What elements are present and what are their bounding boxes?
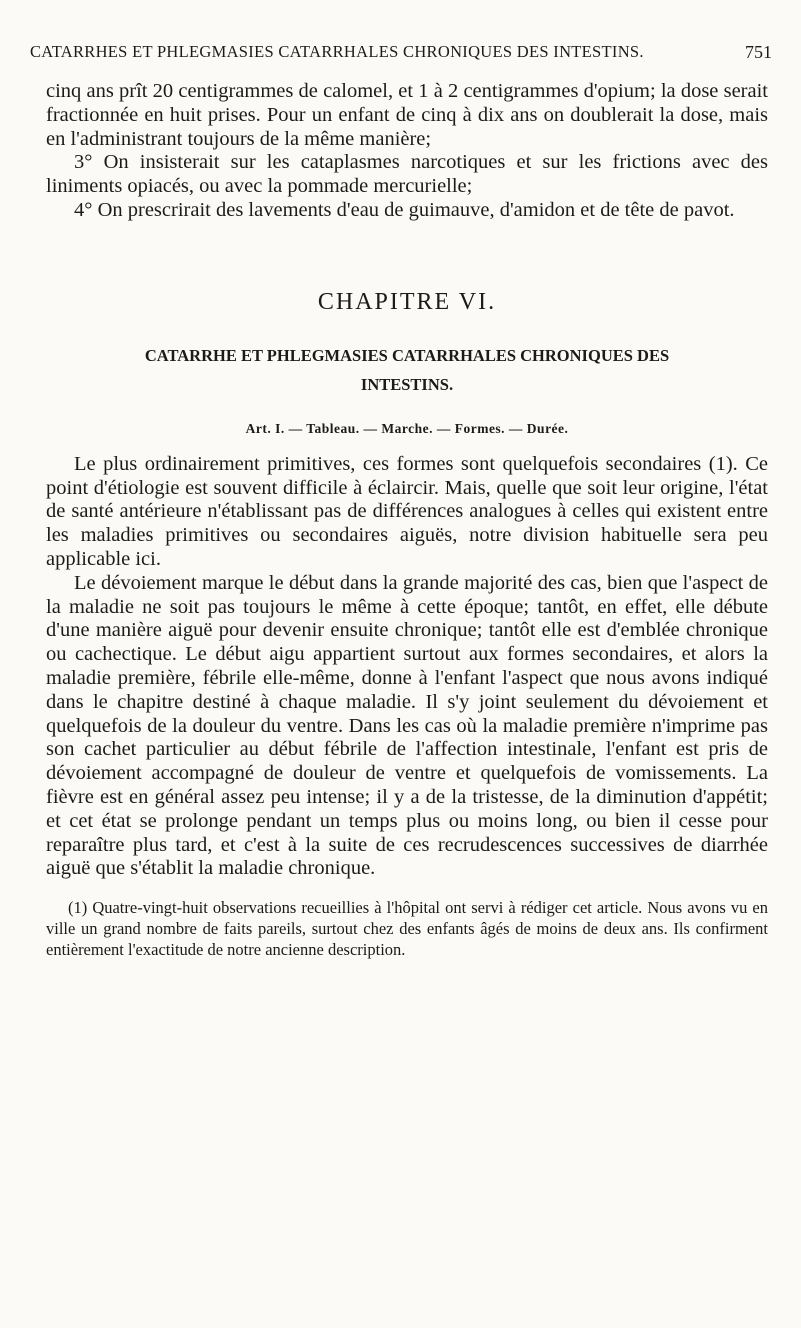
chapter-title: CHAPITRE VI. xyxy=(317,288,497,315)
page-number: 751 xyxy=(745,42,772,62)
footnote xyxy=(46,897,768,960)
chapter-subtitle xyxy=(46,341,768,399)
list-item-3: 3° On insisterait sur les cataplasmes narcotiques et sur les frictions avec des liniments opiacés, ou avec la pommade mercurielle; xyxy=(46,151,768,198)
article-heading: Art. I. — Tableau. — Marche. — Formes. — Durée. xyxy=(245,420,569,436)
running-title: CATARRHES ET PHLEGMASIES CATARRHALES CHRONIQUES DES INTESTINS. xyxy=(30,42,644,61)
paragraph-1: Le plus ordinairement primitives, ces formes sont quelquefois secondaires (1). Ce point d'étiologie est souvent difficile à éclaircir. Mais, quelle que soit leur origine, l'état de santé antérieure n'établissant pas de différences analogues à celles qui existent entre les maladies primitives ou secondaires aiguës, notre division habituelle sera peu applicable ici. xyxy=(46,452,768,570)
list-item-4: 4° On prescrirait des lavements d'eau de guimauve, d'amidon et de tête de pavot. xyxy=(74,198,735,221)
chapter-subtitle-line-2: INTESTINS. xyxy=(360,374,454,394)
carryover-paragraph: cinq ans prît 20 centigrammes de calomel, et 1 à 2 centigrammes d'opium; la dose serait fractionnée en huit prises. Pour un enfant de cinq à dix ans on doublerait la dose, mais en l'administrant toujours de la même manière; xyxy=(46,80,768,150)
body-text xyxy=(46,80,768,960)
running-header xyxy=(30,42,772,68)
footnote-text: (1) Quatre-vingt-huit observations recueillies à l'hôpital ont servi à rédiger cet article. Nous avons vu en ville un grand nombre de faits pareils, surtout chez des enfants âgés de moins de deux ans. Ils confirment entièrement l'exactitude de notre ancienne description. xyxy=(46,898,768,960)
paragraph-2: Le dévoiement marque le début dans la grande majorité des cas, bien que l'aspect de la maladie ne soit pas toujours le même à cette époque; tantôt, en effet, elle débute d'une manière aiguë pour devenir ensuite chronique; tantôt elle est d'emblée chronique ou cachectique. Le début aigu appartient surtout aux formes secondaires, et alors la maladie première, fébrile elle-même, donne à l'enfant l'aspect que nous avons indiqué dans le chapitre destiné à chaque maladie. Il s'y joint seulement du dévoiement et quelquefois de la douleur du ventre. Dans les cas où la maladie première n'imprime pas son cachet particulier au début fébrile de l'affection intestinale, l'enfant est pris de dévoiement accompagné de douleur de ventre et quelquefois de vomissements. La fièvre est en général assez peu intense; il y a de la tristesse, de la diminution d'appétit; et cet état se prolonge pendant un temps plus ou moins long, ou bien il cesse pour reparaître plus tard, et c'est à la suite de ces recrudescences successives de diarrhée aiguë que s'établit la maladie chronique. xyxy=(46,571,768,880)
chapter-subtitle-line-1: CATARRHE ET PHLEGMASIES CATARRHALES CHRONIQUES DES xyxy=(144,345,670,365)
